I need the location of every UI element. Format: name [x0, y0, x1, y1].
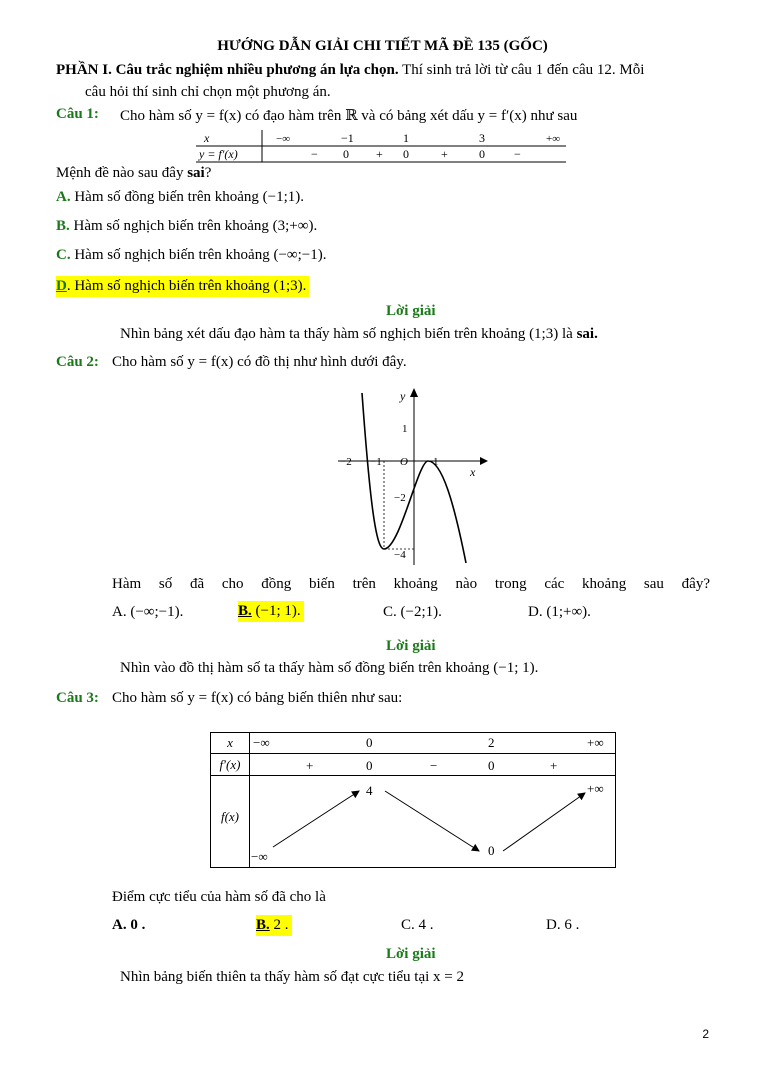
- q3-bvt-x-minf: −∞: [253, 735, 270, 750]
- q3-bvt-x-0: 0: [366, 735, 373, 750]
- q3-option-b-label: B.: [256, 917, 270, 933]
- q3-bvt-f-pinf: +∞: [587, 781, 604, 796]
- q3-bvt-x-pinf: +∞: [587, 735, 604, 750]
- q1-solution-text: Nhìn bảng xét dấu đạo hàm ta thấy hàm số nghịch biến trên khoảng (1;3) là: [120, 326, 577, 342]
- q2-graph: [330, 383, 490, 568]
- q2-option-d[interactable]: [528, 604, 591, 621]
- q1-option-d-text: . Hàm số nghịch biến trên khoảng (1;3).: [66, 278, 307, 294]
- q2-question: Hàm số đã cho đồng biến trên khoảng nào trong các khoảng sau đây?: [112, 576, 710, 592]
- q2-graph-y-label: y: [400, 389, 406, 403]
- q3-label: Câu 3:: [56, 690, 99, 706]
- q1-option-c-text: Hàm số nghịch biến trên khoảng (−∞;−1).: [70, 247, 327, 263]
- q2-option-b-text: (−1; 1).: [251, 603, 301, 619]
- q1-solution-bold: sai.: [576, 326, 598, 342]
- q3-option-c[interactable]: [401, 917, 434, 934]
- q3-option-a-text: A. 0 .: [112, 917, 146, 933]
- q2-option-c[interactable]: [383, 604, 442, 621]
- q3-bvt-x-label: x: [227, 735, 233, 750]
- q2-solution-title: Lời giải: [386, 638, 436, 654]
- q1-solution: [120, 326, 598, 343]
- q3-option-d[interactable]: [546, 917, 579, 934]
- q1-sign-3: +: [376, 147, 383, 161]
- q2-option-a[interactable]: [112, 604, 183, 621]
- q2-graph-tick-x1: 1: [433, 456, 439, 468]
- q1-sign-2: 0: [343, 147, 349, 161]
- q1-solution-title: Lời giải: [386, 303, 436, 319]
- q2-stem: Cho hàm số y = f(x) có đồ thị như hình dưới đây.: [112, 354, 407, 370]
- q1-option-a-label: A.: [56, 189, 71, 205]
- q3-option-b-text: 2 .: [269, 917, 289, 933]
- page-title: HƯỚNG DẪN GIẢI CHI TIẾT MÃ ĐỀ 135 (GỐC): [217, 38, 548, 54]
- q1-table-x-3: 3: [479, 131, 485, 145]
- q2-graph-tick-xm2: −2: [340, 456, 352, 468]
- q2-option-d-text: D. (1;+∞).: [528, 604, 591, 620]
- q2-option-b-label: B.: [238, 603, 252, 619]
- q3-bvt-f-min: 0: [488, 843, 495, 858]
- q1-prompt-bold: sai: [187, 165, 205, 181]
- part1-instruction-cont: câu hỏi thí sinh chỉ chọn một phương án.: [85, 84, 331, 100]
- q2-option-c-text: C. (−2;1).: [383, 604, 442, 620]
- q1-prompt: [56, 165, 211, 182]
- q1-table-x-pinf: +∞: [546, 133, 561, 145]
- q2-graph-tick-ym2: −2: [394, 492, 406, 504]
- q1-option-a[interactable]: [56, 189, 304, 206]
- q1-option-b-text: Hàm số nghịch biến trên khoảng (3;+∞).: [69, 218, 318, 234]
- q1-table-x-1: 1: [403, 131, 409, 145]
- q3-solution: Nhìn bảng biến thiên ta thấy hàm số đạt cực tiểu tại x = 2: [120, 969, 465, 985]
- q1-table-x-minf: −∞: [276, 133, 291, 145]
- q2-graph-x-label: x: [470, 465, 476, 479]
- q3-bvt-f-label: f(x): [220, 809, 240, 824]
- q3-option-a[interactable]: [112, 917, 145, 934]
- q3-variation-table: [210, 732, 616, 868]
- q2-graph-tick-ym4: −4: [394, 549, 406, 561]
- q1-option-b[interactable]: [56, 218, 317, 235]
- q3-bvt-f-minf: −∞: [251, 849, 268, 864]
- q3-bvt-sign-1: +: [306, 758, 314, 773]
- q1-option-d-correct[interactable]: [56, 276, 309, 297]
- q1-prompt-end: ?: [204, 165, 212, 181]
- q1-option-a-text: Hàm số đồng biến trên khoảng (−1;1).: [70, 189, 305, 205]
- q1-table-x-label: x: [204, 131, 210, 145]
- q3-option-c-text: C. 4 .: [401, 917, 434, 933]
- q3-option-d-text: D. 6 .: [546, 917, 580, 933]
- q1-option-d-label: D: [56, 278, 67, 294]
- q1-sign-6: 0: [479, 147, 485, 161]
- q3-bvt-sign-3: −: [430, 758, 438, 773]
- part1-intro: [56, 62, 644, 79]
- q3-solution-title: Lời giải: [386, 946, 436, 962]
- q3-bvt-f-max: 4: [366, 783, 373, 798]
- q2-graph-origin: O: [400, 456, 408, 468]
- q3-bvt-sign-2: 0: [366, 758, 373, 773]
- q2-option-a-text: A. (−∞;−1).: [112, 604, 184, 620]
- q1-stem: Cho hàm số y = f(x) có đạo hàm trên ℝ và có bảng xét dấu y = f′(x) như sau: [120, 108, 578, 124]
- q1-sign-4: 0: [403, 147, 409, 161]
- q2-graph-tick-xm1: −1: [370, 456, 382, 468]
- q3-bvt-sign-5: +: [550, 758, 558, 773]
- q3-option-b-correct[interactable]: [256, 915, 292, 936]
- q1-table-fp-label: y = f′(x): [199, 147, 238, 161]
- q1-label: Câu 1:: [56, 106, 99, 122]
- q2-option-b-correct[interactable]: [238, 601, 304, 622]
- q1-option-c-label: C.: [56, 247, 71, 263]
- q1-sign-table: [196, 128, 576, 166]
- q3-bvt-x-2: 2: [488, 735, 495, 750]
- q2-graph-tick-y1: 1: [402, 423, 408, 435]
- q3-stem: Cho hàm số y = f(x) có bảng biến thiên như sau:: [112, 690, 403, 706]
- q3-bvt-sign-4: 0: [488, 758, 495, 773]
- q3-bvt-arrows: [211, 733, 615, 867]
- part1-heading: PHẦN I. Câu trắc nghiệm nhiều phương án lựa chọn.: [56, 62, 399, 78]
- q1-table-x-m1: −1: [341, 131, 354, 145]
- part1-instruction: Thí sinh trả lời từ câu 1 đến câu 12. Mỗi: [398, 62, 645, 78]
- q2-solution: Nhìn vào đồ thị hàm số ta thấy hàm số đồng biến trên khoảng (−1; 1).: [120, 660, 539, 676]
- q3-bvt-fp-label: f′(x): [219, 757, 241, 772]
- q1-sign-1: −: [311, 147, 318, 161]
- page-number: 2: [702, 1027, 709, 1041]
- q2-label: Câu 2:: [56, 354, 99, 370]
- q1-option-b-label: B.: [56, 218, 70, 234]
- q1-sign-7: −: [514, 147, 521, 161]
- q1-prompt-text: Mệnh đề nào sau đây: [56, 165, 188, 181]
- q3-question: Điểm cực tiểu của hàm số đã cho là: [112, 889, 326, 905]
- q1-option-c[interactable]: [56, 247, 327, 264]
- q1-sign-5: +: [441, 147, 448, 161]
